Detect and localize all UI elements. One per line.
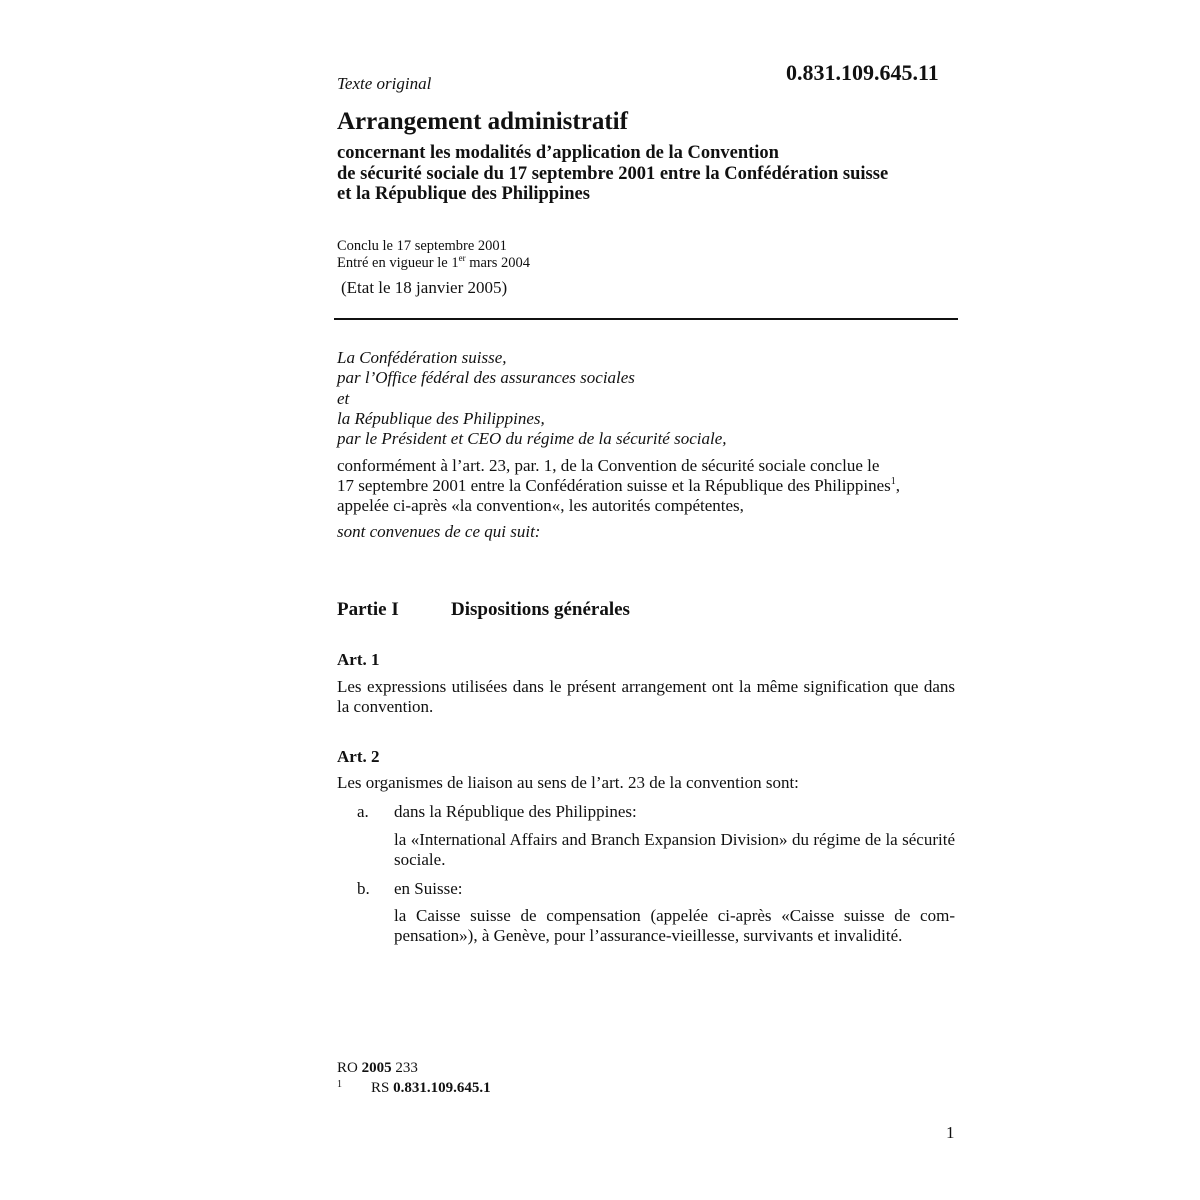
part-heading: [337, 599, 630, 621]
contracting-parties: [337, 348, 727, 449]
party-line: La Confédération suisse,: [337, 348, 507, 367]
footnote-1: $^1$ RS 0.831.109.645.1: [337, 1079, 491, 1096]
concluded-date: Conclu le 17 septembre 2001: [337, 238, 507, 254]
rs-number: 0.831.109.645.11: [786, 60, 939, 85]
document-subtitle: [337, 143, 977, 205]
preamble-line: 17 septembre 2001 entre la Confédération suisse et la République des Philippines$^1$,: [337, 475, 901, 495]
article-heading: Art. 2: [337, 747, 380, 766]
document-title: Arrangement administratif: [337, 108, 628, 135]
list-item-label: en Suisse:: [394, 879, 463, 898]
entry-into-force-date: Entré en vigueur le 1er mars 2004: [337, 253, 531, 271]
original-text-label: Texte original: [337, 74, 432, 93]
official-collection-reference: RO 2005 233: [337, 1060, 418, 1076]
dates-block: [337, 238, 530, 272]
agreement-clause: sont convenues de ce qui suit:: [337, 522, 541, 541]
article-text: Les organismes de liaison au sens de l’art. 23 de la convention sont:: [337, 773, 799, 792]
list-item-letter: a.: [357, 802, 369, 821]
list-item-text: la Caisse suisse de compensation (appelée ci-après «Caisse suisse de compensation»), à Genève, pour l’assurance-vieillesse, survivants et invalidité.: [394, 906, 955, 945]
subtitle-line: et la République des Philippines: [337, 184, 590, 204]
party-line: par le Président et CEO du régime de la sécurité sociale,: [337, 429, 727, 449]
status-date: (Etat le 18 janvier 2005): [341, 278, 508, 297]
preamble: [337, 456, 900, 515]
part-number: Partie I: [337, 599, 399, 620]
footnotes: [337, 1058, 491, 1098]
footnote-mark: 1: [337, 1079, 342, 1090]
page-number: 1: [946, 1123, 955, 1142]
article-heading: Art. 1: [337, 650, 380, 669]
article-text: Les expressions utilisées dans le présent arrangement ont la même signification que dans la convention.: [337, 677, 955, 716]
list-item-letter: b.: [357, 879, 370, 898]
party-line: la République des Philippines,: [337, 408, 545, 428]
header-divider: [334, 318, 958, 320]
party-line: par l’Office fédéral des assurances sociales: [337, 368, 635, 388]
party-line: et: [337, 388, 350, 408]
list-item-text: la «International Affairs and Branch Expansion Division» du régime de la sécurité sociale.: [394, 830, 955, 869]
part-title: Dispositions générales: [451, 599, 630, 620]
preamble-line: appelée ci-après «la convention«, les autorités compétentes,: [337, 495, 744, 515]
list-item-label: dans la République des Philippines:: [394, 802, 637, 821]
preamble-line: conformément à l’art. 23, par. 1, de la Convention de sécurité sociale conclue le: [337, 456, 880, 475]
subtitle-line: de sécurité sociale du 17 septembre 2001 entre la Confédération suisse: [337, 163, 889, 184]
footnote-reference[interactable]: 1: [890, 475, 896, 487]
subtitle-line: concernant les modalités d’application de la Convention: [337, 143, 779, 163]
